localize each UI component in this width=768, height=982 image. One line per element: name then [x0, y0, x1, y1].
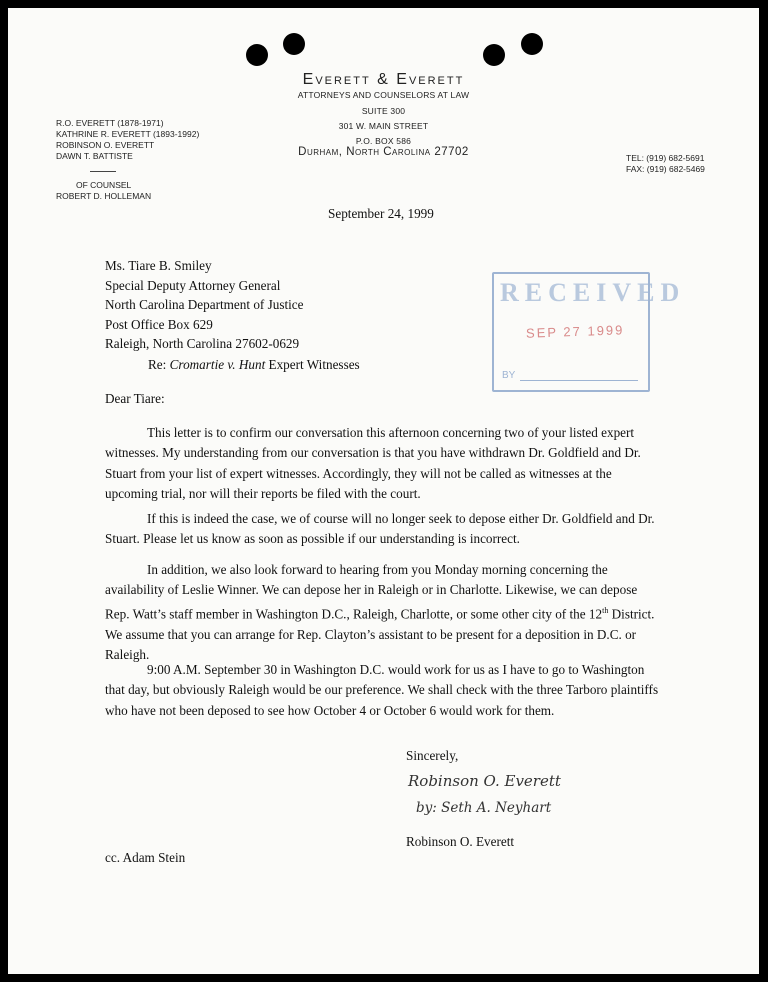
re-prefix: Re: [148, 357, 170, 372]
body-paragraph-3 [105, 560, 665, 665]
punch-hole [283, 33, 305, 55]
firm-po-box: P.O. BOX 586 [355, 136, 412, 146]
divider [90, 171, 116, 172]
letter-date: September 24, 1999 [328, 206, 434, 221]
stamp-received-text: RECEIVED [500, 278, 686, 307]
attorney-list [56, 118, 199, 162]
letter-page [8, 8, 759, 974]
attorney-name: R.O. EVERETT (1878-1971) [56, 118, 164, 128]
of-counsel-name: ROBERT D. HOLLEMAN [56, 191, 152, 201]
body-paragraph-3-text: In addition, we also look forward to hearing from you Monday morning concerning the availability of Leslie Winner. We can depose her in Raleigh or in Charlotte. Likewise, we can depose Rep. Watt’s staff member in Washington D.C., Raleigh, Charlotte, or some other city of the 12 [105, 562, 638, 622]
punch-hole [483, 44, 505, 66]
re-line [148, 355, 360, 375]
body-paragraph-4: 9:00 A.M. September 30 in Washington D.C. would work for us as I have to go to Washington that day, but obviously Raleigh would be our preference. We shall check with the three Tarboro plaintiffs who have not been deposed to see how October 4 or October 6 would work for them. [105, 662, 659, 718]
salutation: Dear Tiare: [105, 391, 165, 406]
recipient-line: Special Deputy Attorney General [105, 277, 281, 293]
recipient-line: Raleigh, North Carolina 27602-0629 [105, 336, 300, 351]
recipient-line: Post Office Box 629 [105, 316, 213, 332]
telephone: TEL: (919) 682-5691 [626, 153, 705, 163]
attorney-name: KATHRINE R. EVERETT (1893-1992) [56, 129, 200, 139]
stamp-date: SEP 27 1999 [525, 322, 625, 341]
ordinal-suffix: th [602, 605, 609, 615]
body-paragraph-3-text-end: District. We assume that you can arrange for Rep. Clayton’s assistant to be present for a deposition in D.C. or Raleigh. [105, 606, 655, 663]
stamp-by-line [520, 380, 638, 381]
punch-hole [521, 33, 543, 55]
firm-subtitle: ATTORNEYS AND COUNSELORS AT LAW [297, 90, 470, 100]
body-paragraph-2: If this is indeed the case, we of course will no longer seek to depose either Dr. Goldfield and Dr. Stuart. Please let us know as soon as possible if our understanding is incorrect. [105, 511, 655, 547]
recipient-line: Ms. Tiare B. Smiley [105, 258, 212, 273]
recipient-line: North Carolina Department of Justice [105, 297, 304, 312]
firm-suite: SUITE 300 [361, 106, 406, 116]
of-counsel-block [56, 180, 151, 202]
closing: Sincerely, [406, 748, 459, 763]
firm-city: Durham, North Carolina 27702 [298, 146, 469, 158]
handwritten-signature: Robinson O. Everett [408, 772, 561, 790]
punch-hole [246, 44, 268, 66]
of-counsel-label: OF COUNSEL [76, 180, 132, 190]
attorney-name: ROBINSON O. EVERETT [56, 140, 155, 150]
body-paragraph-1: This letter is to confirm our conversation this afternoon concerning two of your listed expert witnesses. My understanding from our conversation is that you have withdrawn Dr. Goldfield and Dr. Stuart from your list of expert witnesses. Accordingly, they will not be called as witnesses at the upcoming trial, nor will their reports be filed with the court. [105, 425, 641, 502]
firm-street: 301 W. MAIN STREET [338, 121, 429, 131]
fax: FAX: (919) 682-5469 [626, 164, 705, 174]
firm-name: Everett & Everett [302, 71, 465, 88]
cc-line: cc. Adam Stein [105, 850, 186, 865]
re-suffix: Expert Witnesses [265, 357, 360, 372]
contact-block [626, 153, 705, 175]
received-stamp [492, 272, 686, 392]
attorney-name: DAWN T. BATTISTE [56, 151, 133, 161]
stamp-by: BY [502, 370, 516, 381]
recipient-address [105, 256, 304, 354]
signer-name: Robinson O. Everett [406, 834, 515, 849]
re-case: Cromartie v. Hunt [169, 357, 266, 372]
handwritten-signature-proxy: by: Seth A. Neyhart [416, 800, 552, 816]
